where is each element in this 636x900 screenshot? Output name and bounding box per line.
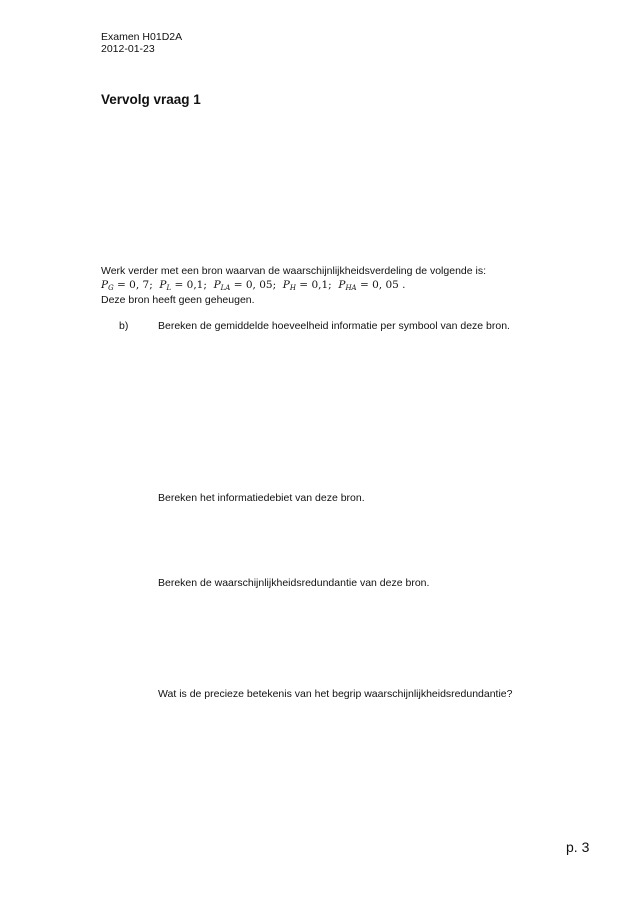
prob-sub: L — [166, 284, 172, 292]
prob-sub: H — [289, 284, 296, 292]
prob-value: 0,1 — [311, 279, 329, 291]
question-label: b) — [119, 320, 129, 332]
question-text: Bereken de gemiddelde hoeveelheid informatie per symbool van deze bron. — [158, 320, 510, 332]
prob-sub: LA — [220, 284, 231, 292]
prob-symbol: P — [282, 279, 290, 291]
exam-date: 2012-01-23 — [101, 43, 155, 55]
prob-symbol: P — [101, 279, 109, 291]
sub-question: Bereken de waarschijnlijkheidsredundantie van deze bron. — [158, 577, 430, 589]
exam-code: Examen H01D2A — [101, 31, 183, 43]
prob-symbol: P — [338, 279, 346, 291]
sub-question: Wat is de precieze betekenis van het begrip waarschijnlijkheidsredundantie? — [158, 688, 513, 700]
prob-value: 0,1 — [186, 279, 204, 291]
no-memory-line: Deze bron heeft geen geheugen. — [101, 294, 255, 306]
prob-symbol: P — [159, 279, 167, 291]
prob-sub: HA — [345, 284, 357, 292]
section-title: Vervolg vraag 1 — [101, 92, 201, 107]
prob-symbol: P — [213, 279, 221, 291]
prob-sub: G — [108, 284, 114, 292]
sub-question: Bereken het informatiedebiet van deze bron. — [158, 492, 365, 504]
intro-line: Werk verder met een bron waarvan de waarschijnlijkheidsverdeling de volgende is: — [101, 265, 487, 277]
probability-distribution: $P_G = 0$, 7; $P_L = 0,1$; $P_{LA} = 0$, 05; $P_H = 0,1$; $P_{HA} = 0$, 05 . — [101, 279, 406, 292]
prob-value: 0, 05 — [372, 279, 399, 291]
prob-value: 0, 7 — [129, 279, 150, 291]
page-number: p. 3 — [566, 839, 590, 855]
prob-value: 0, 05 — [245, 279, 273, 291]
